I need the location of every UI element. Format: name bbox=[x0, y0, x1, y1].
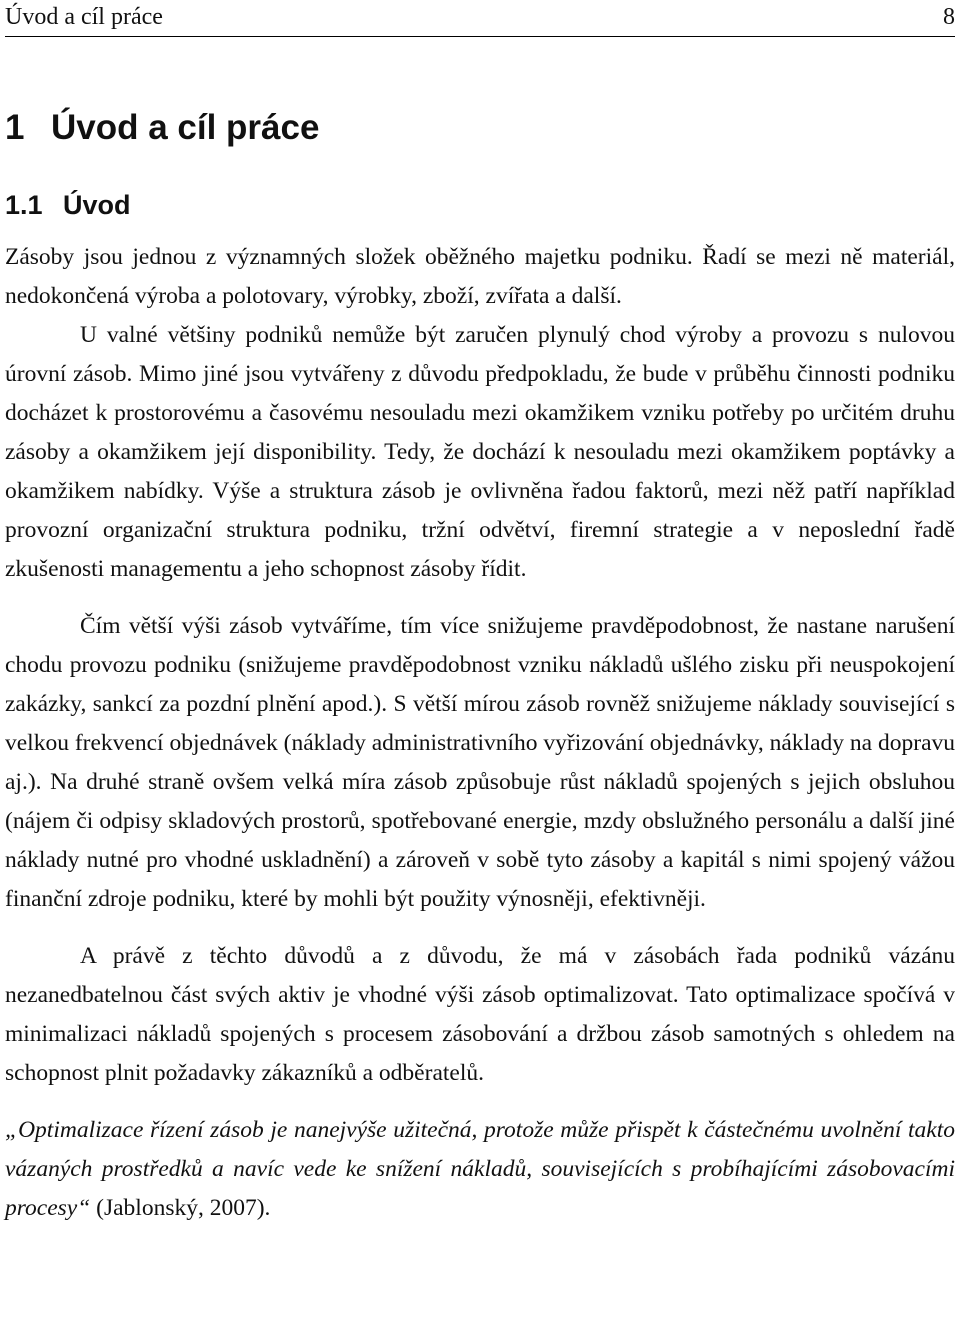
chapter-title: Úvod a cíl práce bbox=[51, 108, 320, 147]
chapter-heading bbox=[5, 108, 955, 148]
running-title: Úvod a cíl práce bbox=[5, 4, 163, 30]
chapter-number: 1 bbox=[5, 108, 25, 147]
page-number: 8 bbox=[943, 4, 955, 30]
quote-citation: (Jablonský, 2007). bbox=[90, 1195, 271, 1221]
paragraph-1: Zásoby jsou jednou z významných složek oběžného majetku podniku. Řadí se mezi ně materiál, nedokončená výroba a polotovary, výrobky, zboží, zvířata a další. bbox=[5, 244, 955, 309]
body-text bbox=[5, 238, 955, 1228]
section-number: 1.1 bbox=[5, 190, 43, 220]
section-heading bbox=[5, 189, 955, 221]
section-title: Úvod bbox=[63, 190, 131, 220]
quote-text: „Optimalizace řízení zásob je nanejvýše užitečná, protože může přispět k částečnému uvolnění takto vázaných prostředků a navíc vede ke snížení nákladů, souvisejících s probíhajícími zásobovacími procesy“ bbox=[5, 1117, 955, 1221]
running-header bbox=[5, 0, 955, 37]
paragraph-2: U valné většiny podniků nemůže být zaručen plynulý chod výroby a provozu s nulovou úrovní zásob. Mimo jiné jsou vytvářeny z důvodu předpokladu, že bude v průběhu činnosti podniku docházet k prostorovému a časovému nesouladu mezi okamžikem vzniku potřeby po určitém druhu zásoby a okamžikem její disponibility. Tedy, že dochází k nesouladu mezi okamžikem poptávky a okamžikem nabídky. Výše a struktura zásob je ovlivněna řadou faktorů, mezi něž patří například provozní organizační struktura podniku, tržní odvětví, firemní strategie a v neposlední řadě zkušenosti managementu a jeho schopnost zásoby řídit. bbox=[5, 322, 955, 582]
paragraph-3: Čím větší výši zásob vytváříme, tím více snižujeme pravděpodobnost, že nastane narušení chodu provozu podniku (snižujeme pravděpodobnost vzniku nákladů ušlého zisku při neuspokojení zakázky, sankcí za pozdní plnění apod.). S větší mírou zásob rovněž snižujeme náklady související s velkou frekvencí objednávek (náklady administrativního vyřizování objednávky, náklady na dopravu aj.). Na druhé straně ovšem velká míra zásob způsobuje růst nákladů spojených s jejich obsluhou (nájem či odpisy skladových prostorů, spotřebované energie, mzdy obslužného personálu a další jiné náklady nutné pro vhodné uskladnění) a zároveň v sobě tyto zásoby a kapitál s nimi spojený vážou finanční zdroje podniku, které by mohli být použity výnosněji, efektivněji. bbox=[5, 613, 955, 912]
quote-paragraph bbox=[5, 1111, 955, 1228]
paragraph-4: A právě z těchto důvodů a z důvodu, že má v zásobách řada podniků vázánu nezanedbatelnou část svých aktiv je vhodné výši zásob optimalizovat. Tato optimalizace spočívá v minimalizaci nákladů spojených s procesem zásobování a držbou zásob samotných s ohledem na schopnost plnit požadavky zákazníků a odběratelů. bbox=[5, 943, 955, 1086]
